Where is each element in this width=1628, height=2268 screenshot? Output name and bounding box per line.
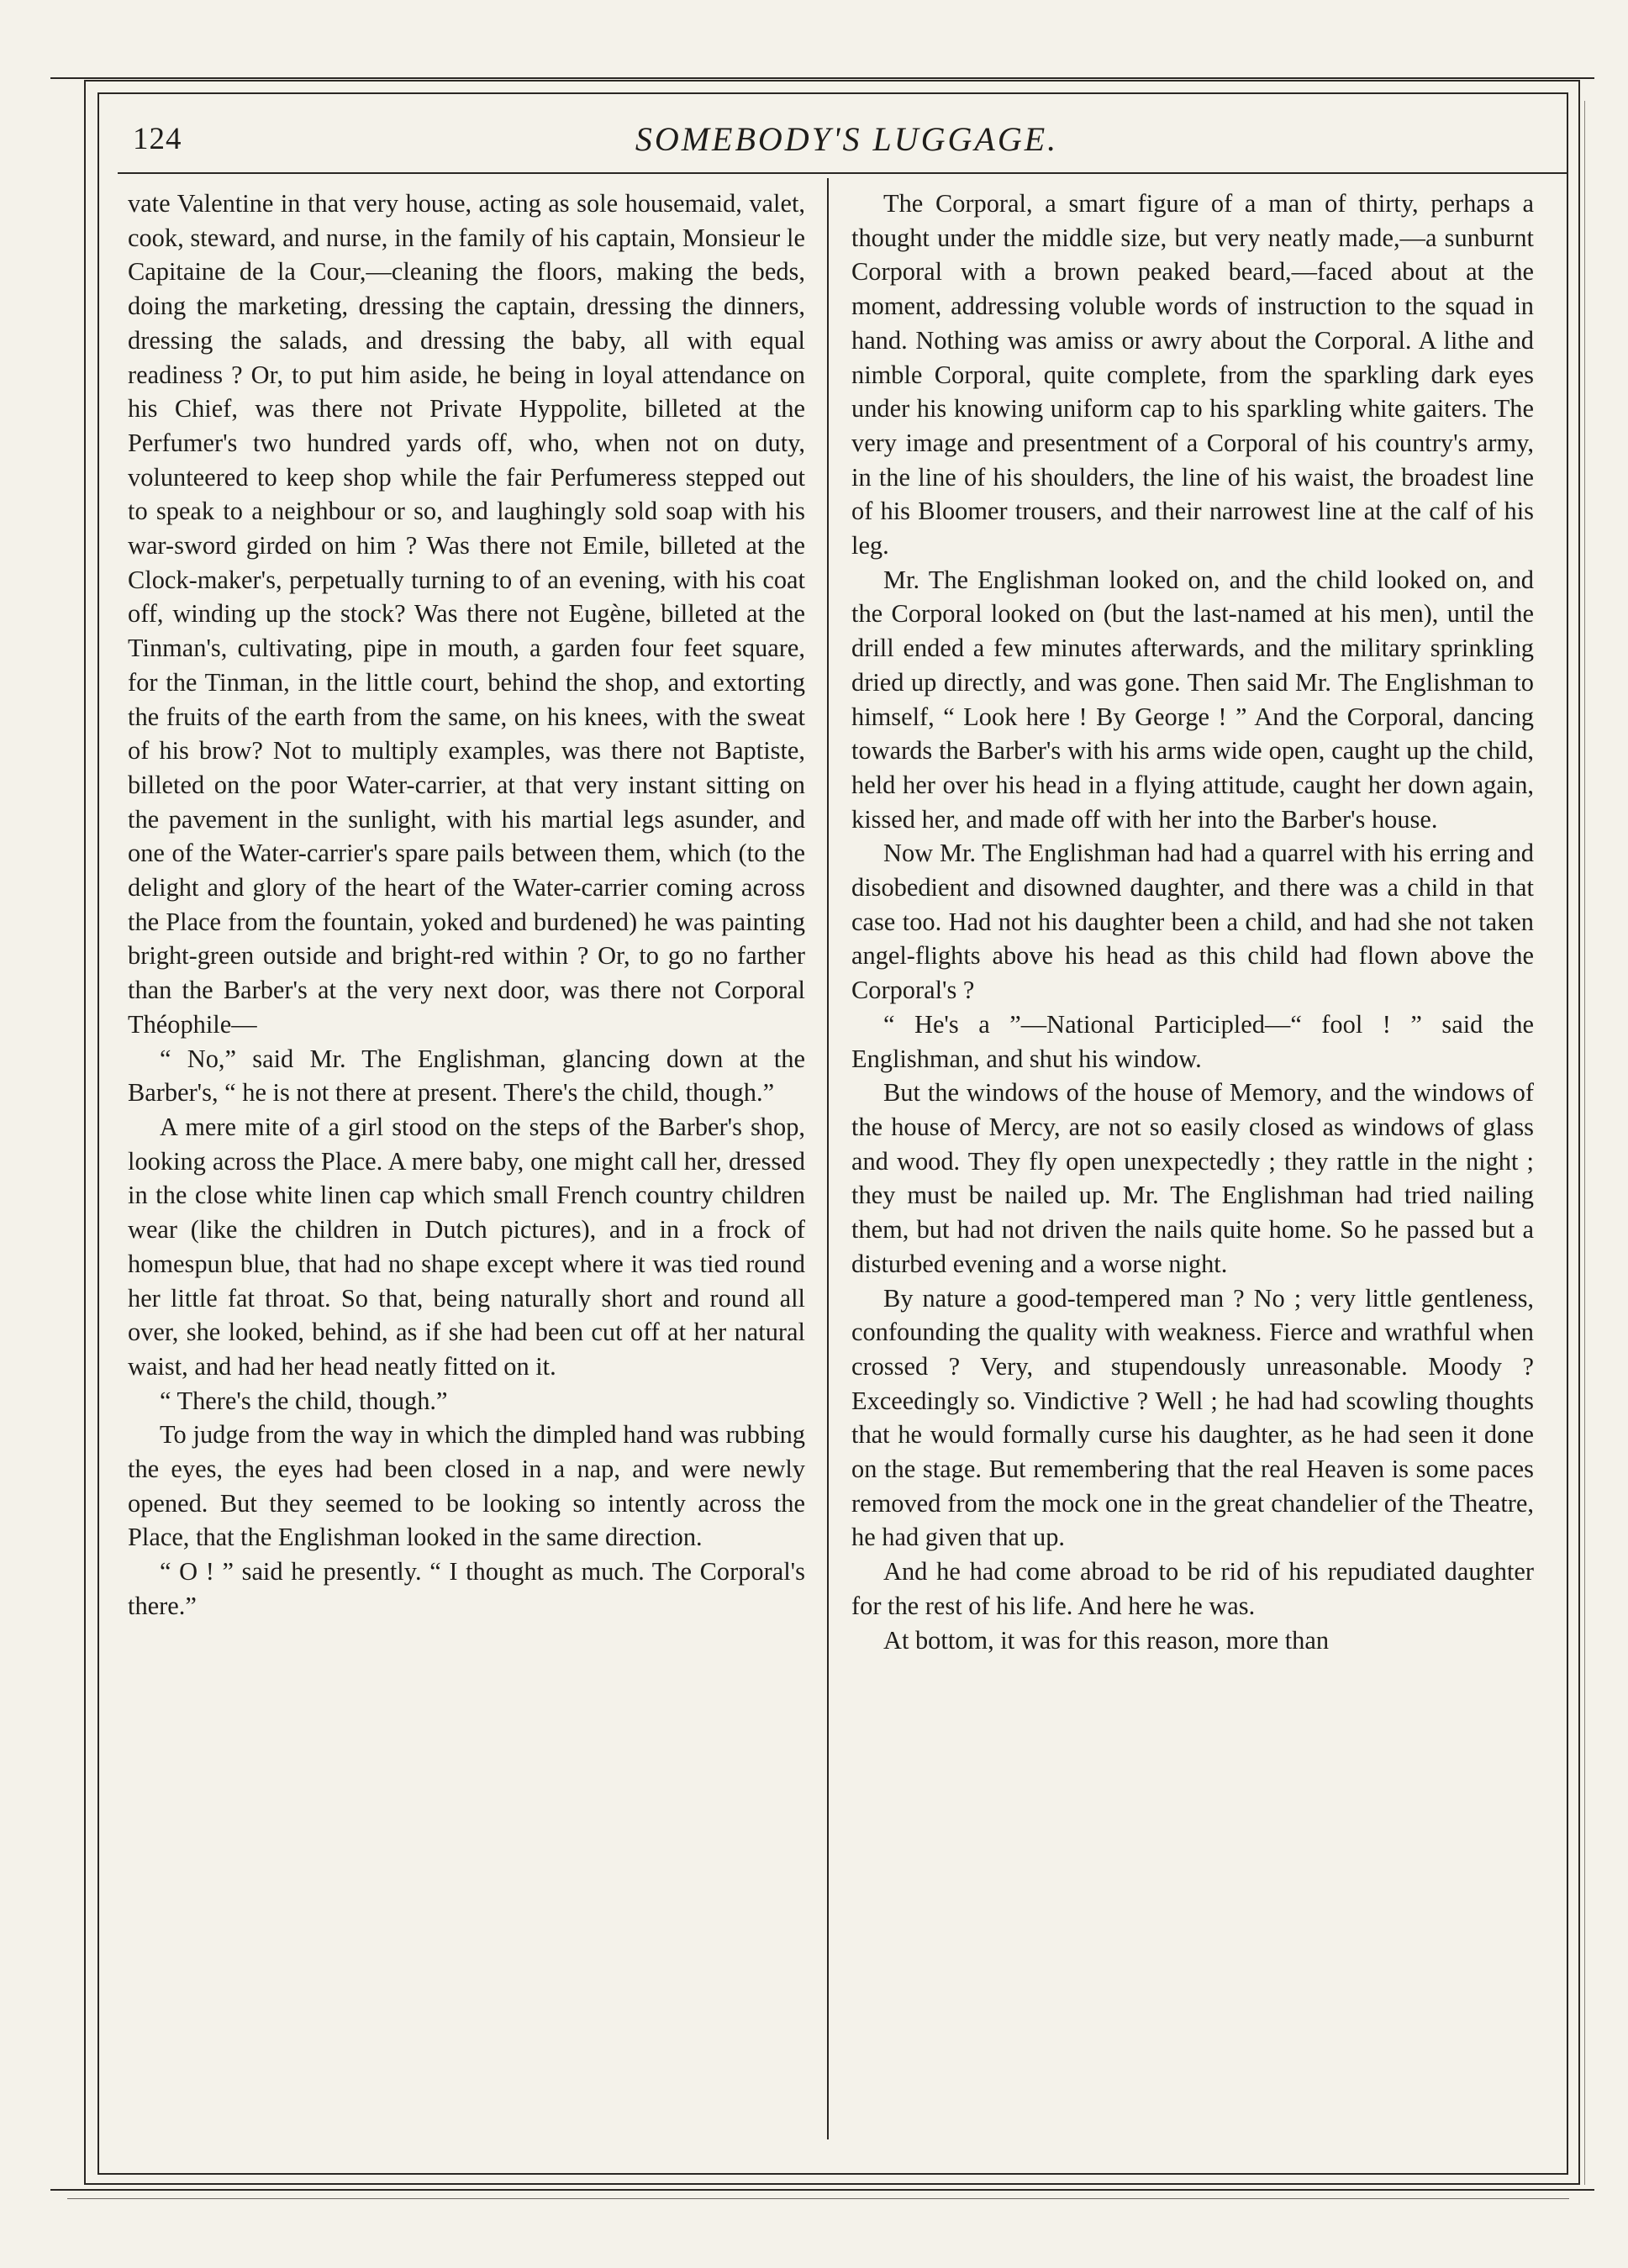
bottom-border-rule-thin [67,2198,1569,2199]
paragraph: “ O ! ” said he presently. “ I thought as much. The Corporal's there.” [128,1557,805,1620]
right-column [851,187,1534,1657]
paragraph: Now Mr. The Englishman had had a quarrel with his erring and disobedient and disowned daughter, and there was a child in that case too. Had not his daughter been a child, and had she not taken angel-flights above his head as this child had flown above the Corporal's ? [851,839,1534,1005]
bottom-border-rule [50,2189,1594,2191]
paragraph: “ There's the child, though.” [160,1386,448,1415]
running-title: SOMEBODY'S LUGGAGE. [635,120,1059,158]
right-margin-line [1584,101,1585,2185]
paragraph: A mere mite of a girl stood on the steps of the Barber's shop, looking across the Place. A mere baby, one might call her, dressed in the close white linen cap which small French country children wear (like the children in Dutch pictures), and in a frock of homespun blue, that had no shape except where it was tied round her little fat throat. So that, being naturally short and round all over, she looked, behind, as if she had been cut off at her natural waist, and had her head neatly fitted on it. [128,1112,805,1381]
paragraph: At bottom, it was for this reason, more than [883,1625,1330,1655]
paragraph: And he had come abroad to be rid of his repudiated daughter for the rest of his life. And here he was. [851,1557,1534,1620]
paragraph: “ No,” said Mr. The Englishman, glancing down at the Barber's, “ he is not there at present. There's the child, though.” [128,1044,805,1108]
paragraph: vate Valentine in that very house, acting as sole housemaid, valet, cook, steward, and nurse, in the family of his captain, Monsieur le Capitaine de la Cour,—cleaning the floors, making the beds, doing the marketing, dressing the captain, dressing the dinners, dressing the salads, and dressing the baby, all with equal readiness ? Or, to put him aside, he being in loyal attendance on his Chief, was there not Private Hyppolite, billeted at the Perfumer's two hundred yards off, who, when not on duty, volunteered to keep shop while the fair Perfumeress stepped out to speak to a neighbour or so, and laughingly sold soap with his war-sword girded on him ? Was there not Emile, billeted at the Clock-maker's, perpetually turning to of an evening, with his coat off, winding up the stock? Was there not Eugène, billeted at the Tinman's, cultivating, pipe in mouth, a garden four feet square, for the Tinman, in the little court, behind the shop, and extorting the fruits of the earth from the same, on his knees, with the sweat of his brow? Not to multiply examples, was there not Baptiste, billeted on the poor Water-carrier, at that very instant sitting on the pavement in the sunlight, with his martial legs asunder, and one of the Water-carrier's spare pails between them, which (to the delight and glory of the heart of the Water-carrier coming across the Place from the fountain, yoked and burdened) he was painting bright-green outside and bright-red within ? Or, to go no farther than the Barber's at the very next door, was there not Corporal Théophile— [128,189,805,1039]
page-number: 124 [133,122,182,156]
paragraph: “ He's a ”—National Participled—“ fool ! ” said the Englishman, and shut his window. [851,1009,1534,1073]
paragraph: But the windows of the house of Memory, and the windows of the house of Mercy, are not so easily closed as windows of glass and wood. They fly open unexpectedly ; they rattle in the night ; they must be nailed up. Mr. The Englishman had tried nailing them, but had not driven the nails quite home. So he passed but a disturbed evening and a worse night. [851,1078,1534,1278]
paragraph: Mr. The Englishman looked on, and the child looked on, and the Corporal looked on (but the last-named at his men), until the drill ended a few minutes afterwards, and the military sprinkling dried up directly, and was gone. Then said Mr. The Englishman to himself, “ Look here ! By George ! ” And the Corporal, dancing towards the Barber's with his arms wide open, caught up the child, held her over his head in a flying attitude, caught her down again, kissed her, and made off with her into the Barber's house. [851,565,1534,834]
top-border-rule [50,77,1594,79]
paragraph: To judge from the way in which the dimpled hand was rubbing the eyes, the eyes had been closed in a nap, and were newly opened. But they seemed to be looking so intently across the Place, that the Englishman looked in the same direction. [128,1420,805,1552]
column-divider [827,178,829,2139]
header-rule [118,172,1567,174]
paragraph: By nature a good-tempered man ? No ; very little gentleness, confounding the quality with weakness. Fierce and wrathful when crossed ? Very, and stupendously unreasonable. Moody ? Exceedingly so. Vindictive ? Well ; he had had scowling thoughts that he would formally curse his daughter, as he had seen it done on the stage. But remembering that the real Heaven is some paces removed from the mock one in the great chandelier of the Theatre, he had given that up. [851,1283,1534,1552]
paragraph: The Corporal, a smart figure of a man of thirty, perhaps a thought under the middle size, but very neatly made,—a sunburnt Corporal with a brown peaked beard,—faced about at the moment, addressing voluble words of instruction to the squad in hand. Nothing was amiss or awry about the Corporal. A lithe and nimble Corporal, quite complete, from the sparkling dark eyes under his knowing uniform cap to his sparkling white gaiters. The very image and presentment of a Corporal of his country's army, in the line of his shoulders, the line of his waist, the broadest line of his Bloomer trousers, and their narrowest line at the calf of his leg. [851,189,1534,560]
page-header [126,118,1567,168]
left-column [128,187,805,1623]
